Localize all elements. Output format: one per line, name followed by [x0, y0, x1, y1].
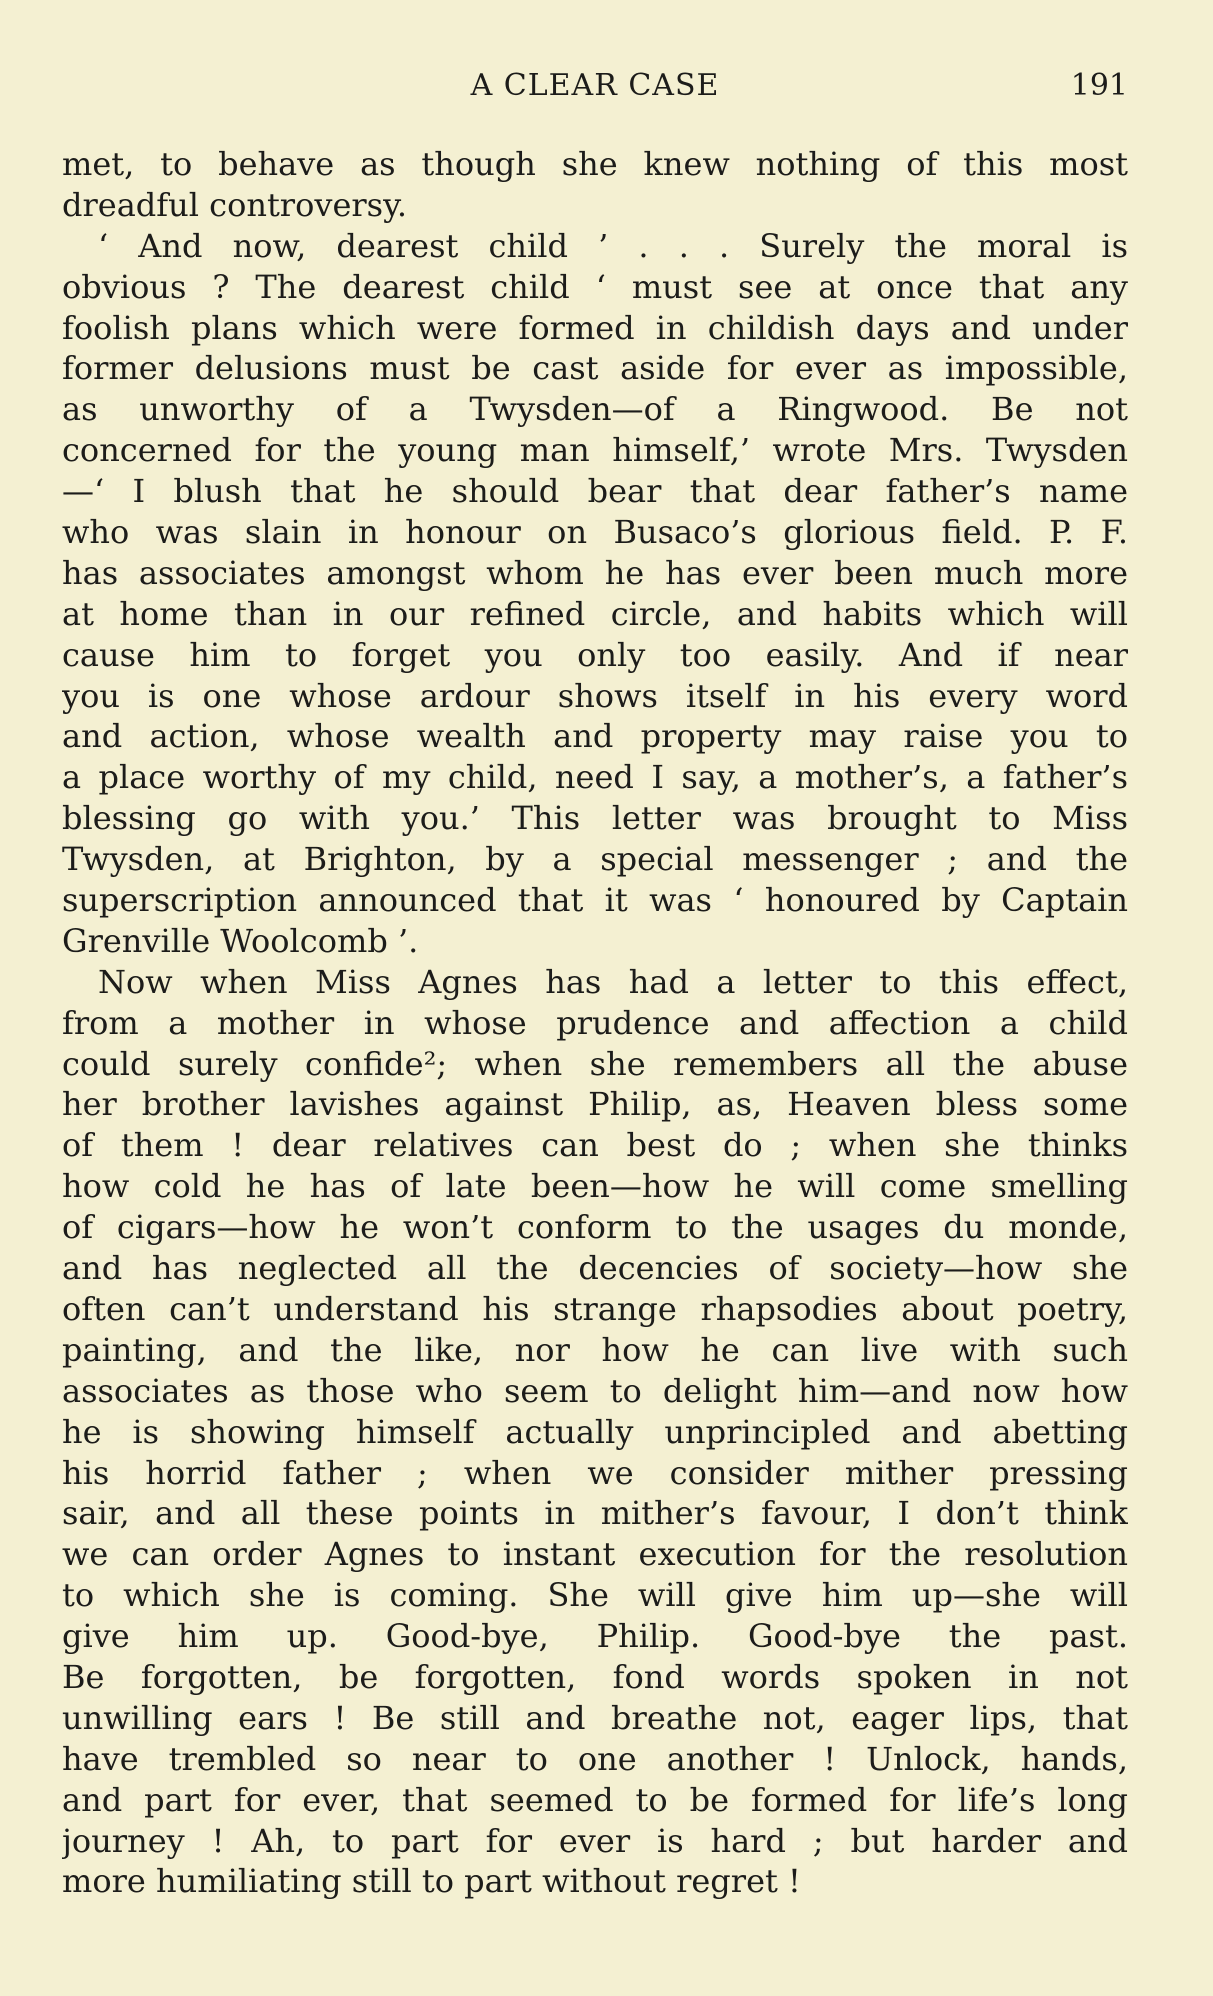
text-line: his horrid father ; when we consider mither pressing: [62, 1453, 1128, 1492]
body-text: [62, 144, 1128, 1902]
text-line: from a mother in whose prudence and affection a child: [62, 1003, 1128, 1042]
text-line: often can’t understand his strange rhapsodies about poetry,: [62, 1289, 1128, 1328]
text-line: who was slain in honour on Busaco’s glorious field. P. F.: [62, 513, 1128, 552]
text-line: painting, and the like, nor how he can live with such: [62, 1330, 1128, 1369]
text-line: could surely confide²; when she remembers all the abuse: [62, 1044, 1128, 1083]
text-line: cause him to forget you only too easily. And if near: [62, 635, 1128, 674]
text-line: a place worthy of my child, need I say, a mother’s, a father’s: [62, 758, 1128, 797]
text-line: unwilling ears ! Be still and breathe not, eager lips, that: [62, 1698, 1128, 1737]
text-line: Twysden, at Brighton, by a special messenger ; and the: [62, 840, 1128, 879]
running-head: [62, 68, 1128, 108]
text-line: have trembled so near to one another ! Unlock, hands,: [62, 1739, 1128, 1778]
text-line: former delusions must be cast aside for ever as impossible,: [62, 349, 1128, 388]
text-line: sair, and all these points in mither’s favour, I don’t think: [62, 1494, 1128, 1533]
text-line: and has neglected all the decencies of society—how she: [62, 1249, 1128, 1288]
text-line: more humiliating still to part without regret !: [62, 1862, 801, 1901]
text-line: at home than in our refined circle, and habits which will: [62, 594, 1128, 633]
text-line: obvious ? The dearest child ‘ must see at once that any: [62, 267, 1128, 306]
text-line: give him up. Good-bye, Philip. Good-bye the past.: [62, 1617, 1128, 1656]
text-line: concerned for the young man himself,’ wrote Mrs. Twysden: [62, 431, 1128, 470]
text-line: he is showing himself actually unprincipled and abetting: [62, 1412, 1128, 1451]
text-line: —‘ I blush that he should bear that dear father’s name: [62, 472, 1128, 511]
text-line: you is one whose ardour shows itself in his every word: [62, 676, 1128, 715]
text-line: Now when Miss Agnes has had a letter to this effect,: [98, 962, 1128, 1001]
text-line: we can order Agnes to instant execution for the resolution: [62, 1535, 1128, 1574]
text-line: dreadful controversy.: [62, 185, 408, 224]
running-title: A CLEAR CASE: [470, 68, 720, 103]
text-line: to which she is coming. She will give him up—she will: [62, 1576, 1128, 1615]
page-number: 191: [1070, 68, 1128, 103]
text-line: ‘ And now, dearest child ’ . . . Surely the moral is: [98, 226, 1128, 265]
text-line: journey ! Ah, to part for ever is hard ; but harder and: [62, 1821, 1128, 1860]
text-line: and part for ever, that seemed to be formed for life’s long: [62, 1780, 1128, 1819]
text-line: and action, whose wealth and property may raise you to: [62, 717, 1128, 756]
text-line: has associates amongst whom he has ever been much more: [62, 553, 1128, 592]
text-line: Be forgotten, be forgotten, fond words spoken in not: [62, 1657, 1128, 1696]
text-line: of cigars—how he won’t conform to the usages du monde,: [62, 1208, 1128, 1247]
text-line: superscription announced that it was ‘ honoured by Captain: [62, 881, 1128, 920]
text-line: her brother lavishes against Philip, as, Heaven bless some: [62, 1085, 1128, 1124]
text-line: of them ! dear relatives can best do ; when she thinks: [62, 1126, 1128, 1165]
text-line: Grenville Woolcomb ’.: [62, 921, 419, 960]
text-line: met, to behave as though she knew nothing of this most: [62, 145, 1128, 183]
text-line: how cold he has of late been—how he will come smelling: [62, 1167, 1128, 1206]
text-line: blessing go with you.’ This letter was brought to Miss: [62, 799, 1128, 838]
text-line: as unworthy of a Twysden—of a Ringwood. Be not: [62, 390, 1128, 429]
text-line: foolish plans which were formed in childish days and under: [62, 308, 1128, 347]
text-line: associates as those who seem to delight him—and now how: [62, 1371, 1128, 1410]
